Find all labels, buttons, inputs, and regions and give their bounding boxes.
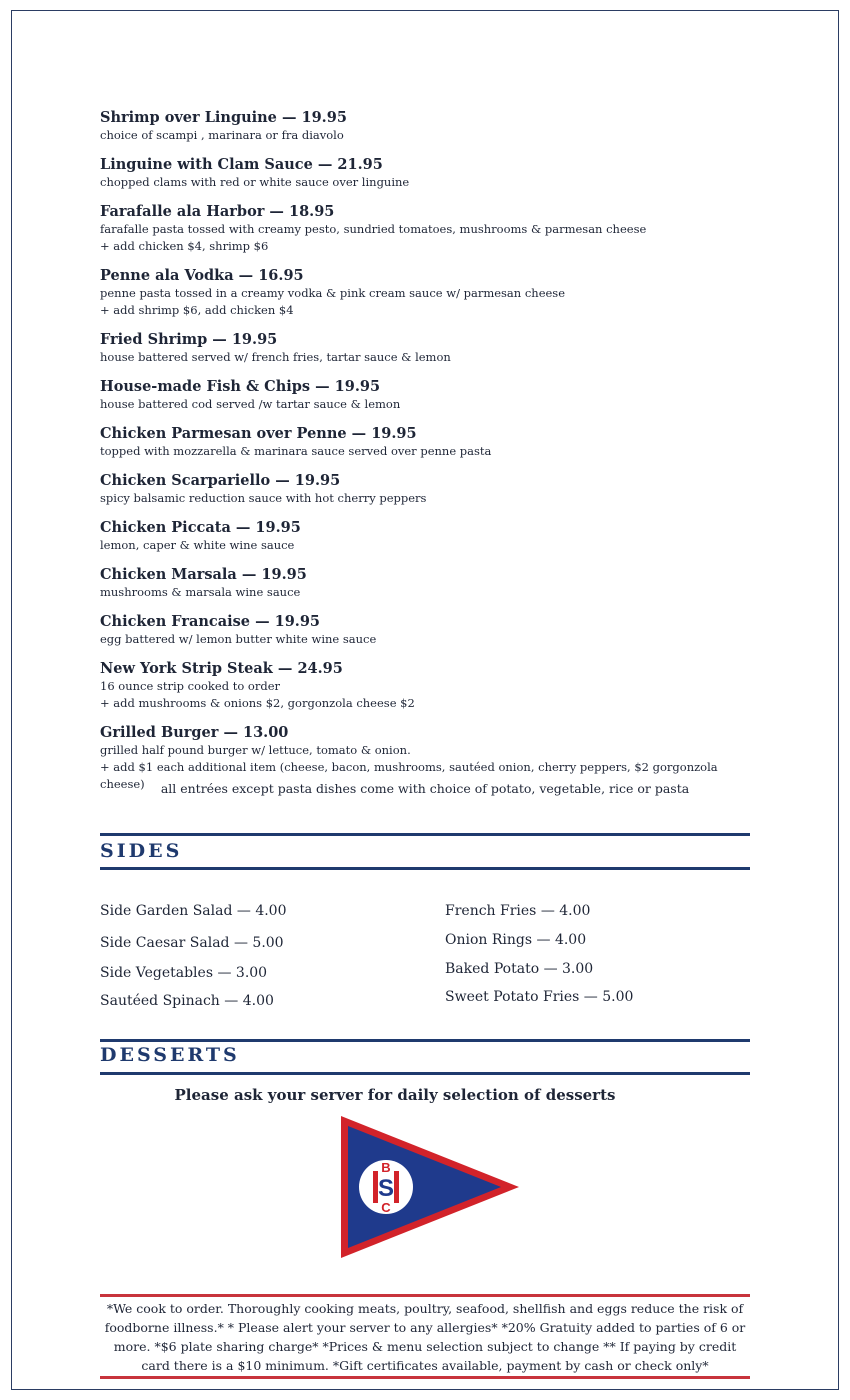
sides-heading: SIDES: [100, 840, 183, 862]
sides-left-column: [100, 903, 287, 1010]
menu-item: [100, 155, 760, 191]
menu-item-title: Chicken Marsala — 19.95: [100, 566, 307, 583]
menu-item-description: spicy balsamic reduction sauce with hot cherry peppers: [100, 491, 427, 505]
side-item: Onion Rings — 4.00: [445, 932, 587, 948]
footer-disclaimer: *We cook to order. Thoroughly cooking meats, poultry, seafood, shellfish and eggs reduce the risk of foodborne illness.* * Please alert your server to any allergies* *20% Gratuity added to parties of 6 or more. *$6 plate sharing charge* *Prices & menu selection subject to change ** If paying by credit card there is a $10 minimum. *Gift certificates available, payment by cash or check only*: [104, 1301, 746, 1373]
menu-item-title: Linguine with Clam Sauce — 21.95: [100, 156, 383, 173]
menu-item-description: + add $1 each additional item (cheese, bacon, mushrooms, sautéed onion, cherry peppers, $2 gorgonzola cheese): [100, 760, 718, 791]
menu-item-description: chopped clams with red or white sauce over linguine: [100, 175, 410, 189]
menu-item: [100, 565, 760, 601]
menu-item-title: Farafalle ala Harbor — 18.95: [100, 203, 335, 220]
menu-item-description: house battered served w/ french fries, tartar sauce & lemon: [100, 350, 451, 364]
menu-item-description: farafalle pasta tossed with creamy pesto, sundried tomatoes, mushrooms & parmesan cheese: [100, 222, 647, 236]
footer-rule-bottom: [100, 1376, 750, 1379]
desserts-rule-top: [100, 1039, 750, 1042]
menu-item-title: Fried Shrimp — 19.95: [100, 331, 278, 348]
menu-item-description: topped with mozzarella & marinara sauce served over penne pasta: [100, 444, 492, 458]
side-item: Sweet Potato Fries — 5.00: [445, 989, 634, 1005]
menu-item-description: penne pasta tossed in a creamy vodka & pink cream sauce w/ parmesan cheese: [100, 286, 566, 300]
menu-item-title: Chicken Francaise — 19.95: [100, 613, 321, 630]
menu-item-title: Penne ala Vodka — 16.95: [100, 267, 304, 284]
burgee-red-bar-right: [394, 1171, 399, 1203]
side-item: Baked Potato — 3.00: [445, 961, 594, 977]
desserts-note: Please ask your server for daily selection of desserts: [174, 1086, 616, 1104]
sides-rule-top: [100, 833, 750, 836]
menu-item-description: + add mushrooms & onions $2, gorgonzola cheese $2: [100, 696, 415, 710]
side-item: Side Vegetables — 3.00: [100, 965, 268, 981]
menu-item: [100, 612, 760, 648]
menu-item-description: + add shrimp $6, add chicken $4: [100, 303, 294, 317]
menu-item-description: grilled half pound burger w/ lettuce, tomato & onion.: [100, 743, 411, 757]
menu-item: [100, 377, 760, 413]
menu-item: [100, 471, 760, 507]
menu-item-title: House-made Fish & Chips — 19.95: [100, 378, 381, 395]
burgee-logo-icon: [335, 1112, 525, 1262]
footer-rule-top: [100, 1294, 750, 1297]
menu-item-description: 16 ounce strip cooked to order: [100, 679, 281, 693]
menu-item-description: mushrooms & marsala wine sauce: [100, 585, 301, 599]
menu-item: [100, 424, 760, 460]
menu-item-title: Grilled Burger — 13.00: [100, 724, 289, 741]
sides-right-column: [445, 903, 633, 1006]
desserts-rule-bottom: [100, 1072, 750, 1075]
menu-item-description: choice of scampi , marinara or fra diavolo: [100, 128, 344, 142]
menu-item-title: New York Strip Steak — 24.95: [100, 660, 343, 677]
menu-item-description: house battered cod served /w tartar sauce & lemon: [100, 397, 401, 411]
burgee-letter-s: S: [377, 1175, 395, 1202]
sides-rule-bottom: [100, 867, 750, 870]
menu-item: [100, 330, 760, 366]
side-item: Side Garden Salad — 4.00: [100, 903, 287, 919]
side-item: French Fries — 4.00: [445, 903, 591, 919]
menu-item-description: egg battered w/ lemon butter white wine sauce: [100, 632, 377, 646]
menu-item-description: lemon, caper & white wine sauce: [100, 538, 295, 552]
entree-list: [100, 108, 760, 804]
menu-item-description: + add chicken $4, shrimp $6: [100, 239, 269, 253]
menu-item: [100, 266, 760, 319]
burgee-letter-c: C: [381, 1200, 391, 1215]
burgee-letter-b: B: [381, 1160, 391, 1175]
menu-item-title: Chicken Parmesan over Penne — 19.95: [100, 425, 417, 442]
menu-item-title: Shrimp over Linguine — 19.95: [100, 109, 347, 126]
menu-item-title: Chicken Scarpariello — 19.95: [100, 472, 341, 489]
menu-item: [100, 659, 760, 712]
entree-note: all entrées except pasta dishes come with choice of potato, vegetable, rice or pasta: [160, 781, 690, 796]
desserts-heading: DESSERTS: [100, 1044, 240, 1066]
menu-item: [100, 202, 760, 255]
side-item: Side Caesar Salad — 5.00: [100, 935, 284, 951]
menu-item: [100, 108, 760, 144]
menu-item-title: Chicken Piccata — 19.95: [100, 519, 301, 536]
side-item: Sautéed Spinach — 4.00: [100, 993, 274, 1009]
menu-item: [100, 518, 760, 554]
